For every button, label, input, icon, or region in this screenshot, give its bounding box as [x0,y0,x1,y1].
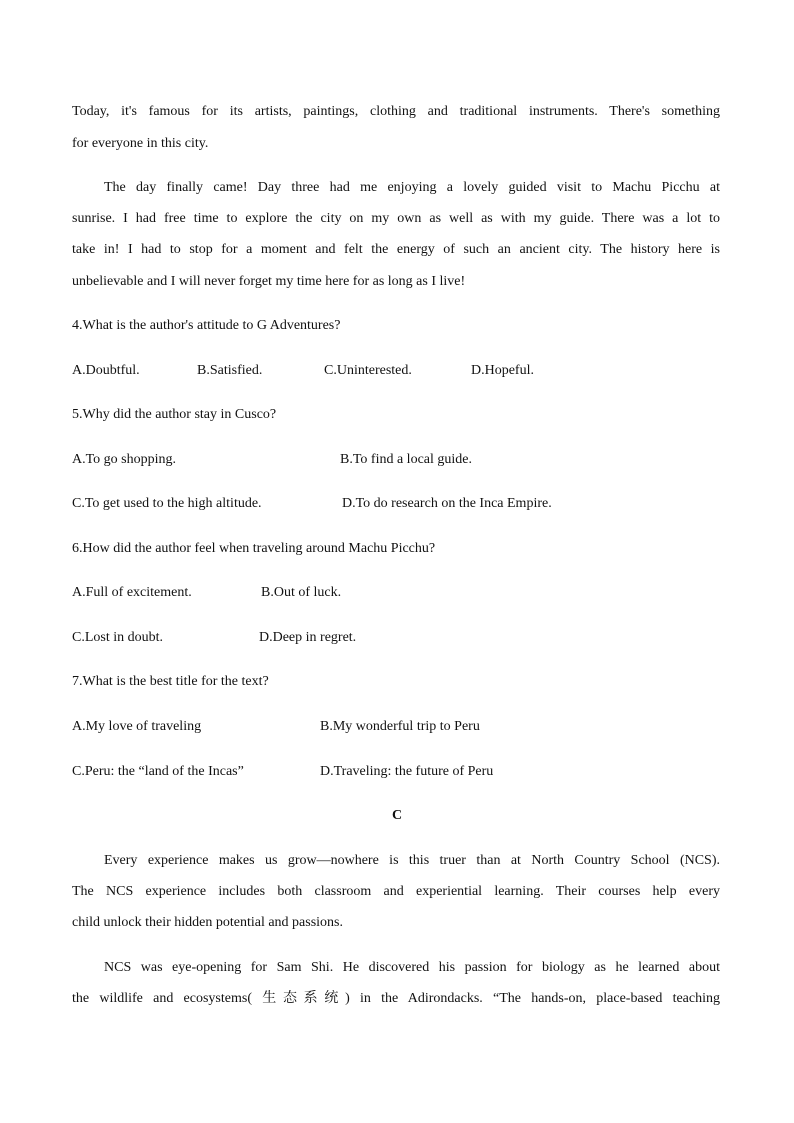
text-line: sunrise. I had free time to explore the city on my own as well as with my guide. There was a lot to [72,211,720,226]
text-line: The NCS experience includes both classroom and experiential learning. Their courses help every [72,884,720,899]
option-a: A.To go shopping. [72,452,177,467]
option-c: C.Uninterested. [324,363,412,378]
text-line: Every experience makes us grow—nowhere is this truer than at North Country School (NCS). [104,853,720,868]
question-stem: 5.Why did the author stay in Cusco? [72,407,277,422]
option-d: D.Hopeful. [471,363,534,378]
text-line: take in! I had to stop for a moment and felt the energy of such an ancient city. The history here is [72,242,720,257]
text-line: NCS was eye-opening for Sam Shi. He discovered his passion for biology as he learned about [104,960,720,975]
option-a: A.My love of traveling [72,719,202,734]
option-d: D.Deep in regret. [259,630,357,645]
question-stem: 7.What is the best title for the text? [72,674,269,689]
option-a: A.Doubtful. [72,363,140,378]
option-b: B.My wonderful trip to Peru [320,719,480,734]
section-heading-c: C [391,808,403,823]
option-c: C.To get used to the high altitude. [72,496,262,511]
option-a: A.Full of excitement. [72,585,192,600]
option-b: B.Out of luck. [261,585,342,600]
text-line: unbelievable and I will never forget my time here for as long as I live! [72,274,466,289]
option-d: D.Traveling: the future of Peru [320,764,494,779]
text-line: The day finally came! Day three had me enjoying a lovely guided visit to Machu Picchu at [104,180,720,195]
text-line: for everyone in this city. [72,136,209,151]
question-stem: 4.What is the author's attitude to G Adventures? [72,318,341,333]
text-line: child unlock their hidden potential and passions. [72,915,344,930]
option-c: C.Peru: the “land of the Incas” [72,764,244,779]
option-b: B.To find a local guide. [340,452,472,467]
option-b: B.Satisfied. [197,363,263,378]
text-line: Today, it's famous for its artists, paintings, clothing and traditional instruments. There's something [72,104,720,119]
question-stem: 6.How did the author feel when traveling around Machu Picchu? [72,541,436,556]
option-c: C.Lost in doubt. [72,630,164,645]
option-d: D.To do research on the Inca Empire. [342,496,552,511]
text-line: the wildlife and ecosystems( 生态系统) in the Adirondacks. “The hands-on, place-based teaching [72,991,720,1006]
